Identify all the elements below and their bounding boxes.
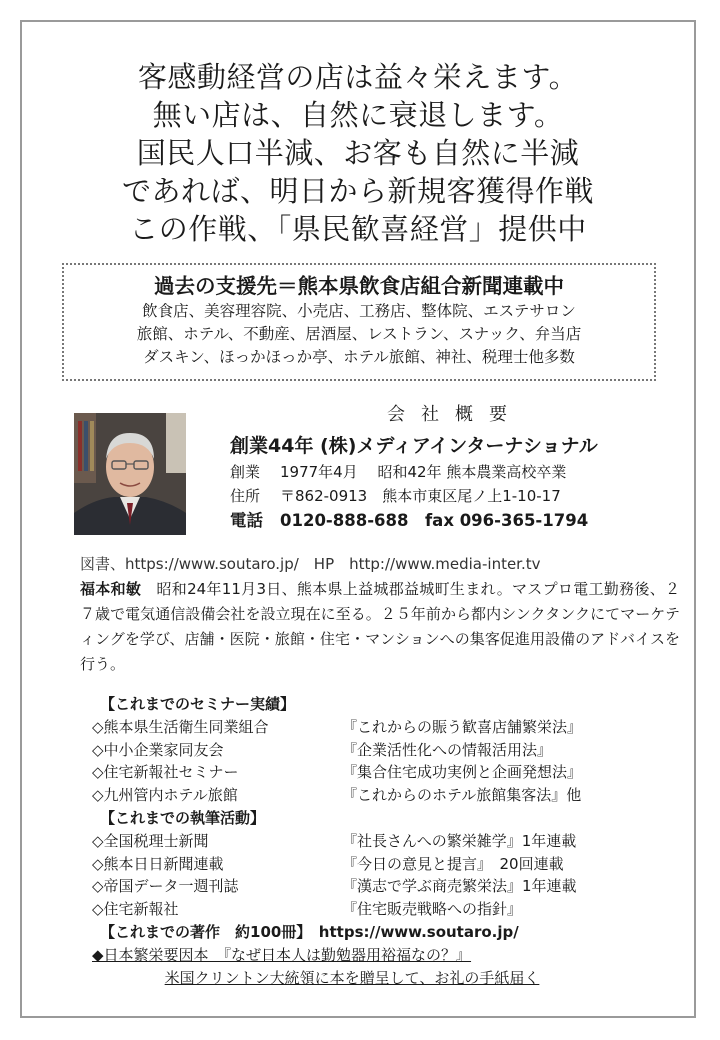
bio-paragraph bbox=[80, 577, 680, 677]
headline-line: この作戦、「県民歓喜経営」提供中 bbox=[129, 212, 587, 246]
company-profile bbox=[230, 400, 670, 534]
writing-org: ◇熊本日日新聞連載 bbox=[92, 854, 224, 873]
seminar-title: 『これからの賑う歓喜店舗繁栄法』 bbox=[342, 717, 583, 736]
seminar-org: ◇中小企業家同友会 bbox=[92, 740, 224, 759]
phone-row bbox=[230, 508, 670, 534]
bio-text: 昭和24年11月3日、熊本県上益城郡益城町生まれ。マスプロ電工勤務後、２７歳で電気通信設備会社を設立現在に至る。２５年前から都内シンクタンクにてマーケティングを学び、店舗・医院・旅館・住宅・マンションへの集客促進用設備のアドバイスを行う。 bbox=[80, 580, 680, 673]
seminar-item bbox=[92, 784, 692, 807]
company-name: 創業44年 (株)メディアインターナショナル bbox=[230, 435, 598, 457]
address-value: 〒862-0913 熊本市東区尾ノ上1-10-17 bbox=[280, 487, 561, 505]
seminar-title: 『企業活性化への情報活用法』 bbox=[342, 740, 553, 759]
founded-value: 1977年4月 昭和42年 熊本農業高校卒業 bbox=[280, 463, 567, 481]
writing-org: ◇帝国データ一週刊誌 bbox=[92, 877, 239, 896]
support-line: 旅館、ホテル、不動産、居酒屋、レストラン、スナック、弁当店 bbox=[136, 325, 582, 343]
writing-item bbox=[92, 830, 692, 853]
support-line: 飲食店、美容理容院、小売店、工務店、整体院、エステサロン bbox=[142, 302, 576, 320]
headline bbox=[20, 58, 696, 248]
address-row bbox=[230, 484, 670, 508]
headline-line: 無い店は、自然に衰退します。 bbox=[152, 98, 564, 132]
books-note: 米国クリントン大統領に本を贈呈して、お礼の手紙届く bbox=[164, 968, 540, 987]
headline-line: 国民人口半減、お客も自然に半減 bbox=[136, 136, 580, 170]
seminar-title: 『集合住宅成功実例と企画発想法』 bbox=[342, 763, 583, 782]
biography bbox=[80, 552, 680, 677]
seminar-title: 『これからのホテル旅館集客法』他 bbox=[342, 786, 582, 805]
portrait-image bbox=[74, 413, 186, 535]
headline-line: 客感動経営の店は益々栄えます。 bbox=[137, 60, 579, 94]
seminar-org: ◇熊本県生活衛生同業組合 bbox=[92, 717, 269, 736]
writing-item bbox=[92, 898, 692, 921]
founded-label: 創業 bbox=[230, 463, 261, 481]
writing-title: 『住宅販売戦略への指針』 bbox=[342, 900, 523, 919]
seminar-item bbox=[92, 716, 692, 739]
phone-label: 電話 bbox=[230, 511, 263, 530]
writing-heading: 【これまでの執筆活動】 bbox=[100, 808, 266, 827]
address-label: 住所 bbox=[230, 487, 261, 505]
seminars-heading: 【これまでのセミナー実績】 bbox=[100, 695, 296, 713]
writing-item bbox=[92, 875, 692, 898]
writing-org: ◇全国税理士新聞 bbox=[92, 831, 209, 850]
portrait-photo bbox=[74, 413, 186, 535]
seminar-org: ◇九州管内ホテル旅館 bbox=[92, 786, 238, 805]
support-line: ダスキン、ほっかほっか亭、ホテル旅館、神社、税理士他多数 bbox=[143, 348, 575, 366]
phone-value: 0120-888-688 fax 096-365-1794 bbox=[280, 511, 589, 530]
url-line: 図書、https://www.soutaro.jp/ HP http://www.media-inter.tv bbox=[80, 555, 541, 573]
achievements bbox=[92, 693, 692, 989]
writing-item bbox=[92, 853, 692, 876]
founded-row bbox=[230, 460, 670, 484]
seminar-item bbox=[92, 761, 692, 784]
support-title: 過去の支援先＝熊本県飲食店組合新聞連載中 bbox=[154, 274, 564, 298]
seminar-org: ◇住宅新報社セミナー bbox=[92, 763, 239, 782]
writing-title: 『今日の意見と提言』 20回連載 bbox=[342, 854, 564, 873]
writing-title: 『社長さんへの繁栄雑学』1年連載 bbox=[342, 831, 577, 850]
seminar-item bbox=[92, 739, 692, 762]
writing-title: 『漢志で学ぶ商売繁栄法』1年連載 bbox=[342, 877, 577, 896]
headline-line: であれば、明日から新規客獲得作戦 bbox=[121, 174, 594, 208]
books-highlight: ◆日本繁栄要因本 『なぜ日本人は勤勉器用裕福なの？』 bbox=[92, 945, 472, 964]
writing-org: ◇住宅新報社 bbox=[92, 900, 179, 919]
author-name: 福本和敏 bbox=[80, 580, 142, 598]
company-heading: 会社概要 bbox=[387, 404, 523, 425]
books-heading: 【これまでの著作 約100冊】 https://www.soutaro.jp/ bbox=[100, 922, 519, 941]
support-box bbox=[62, 263, 656, 381]
